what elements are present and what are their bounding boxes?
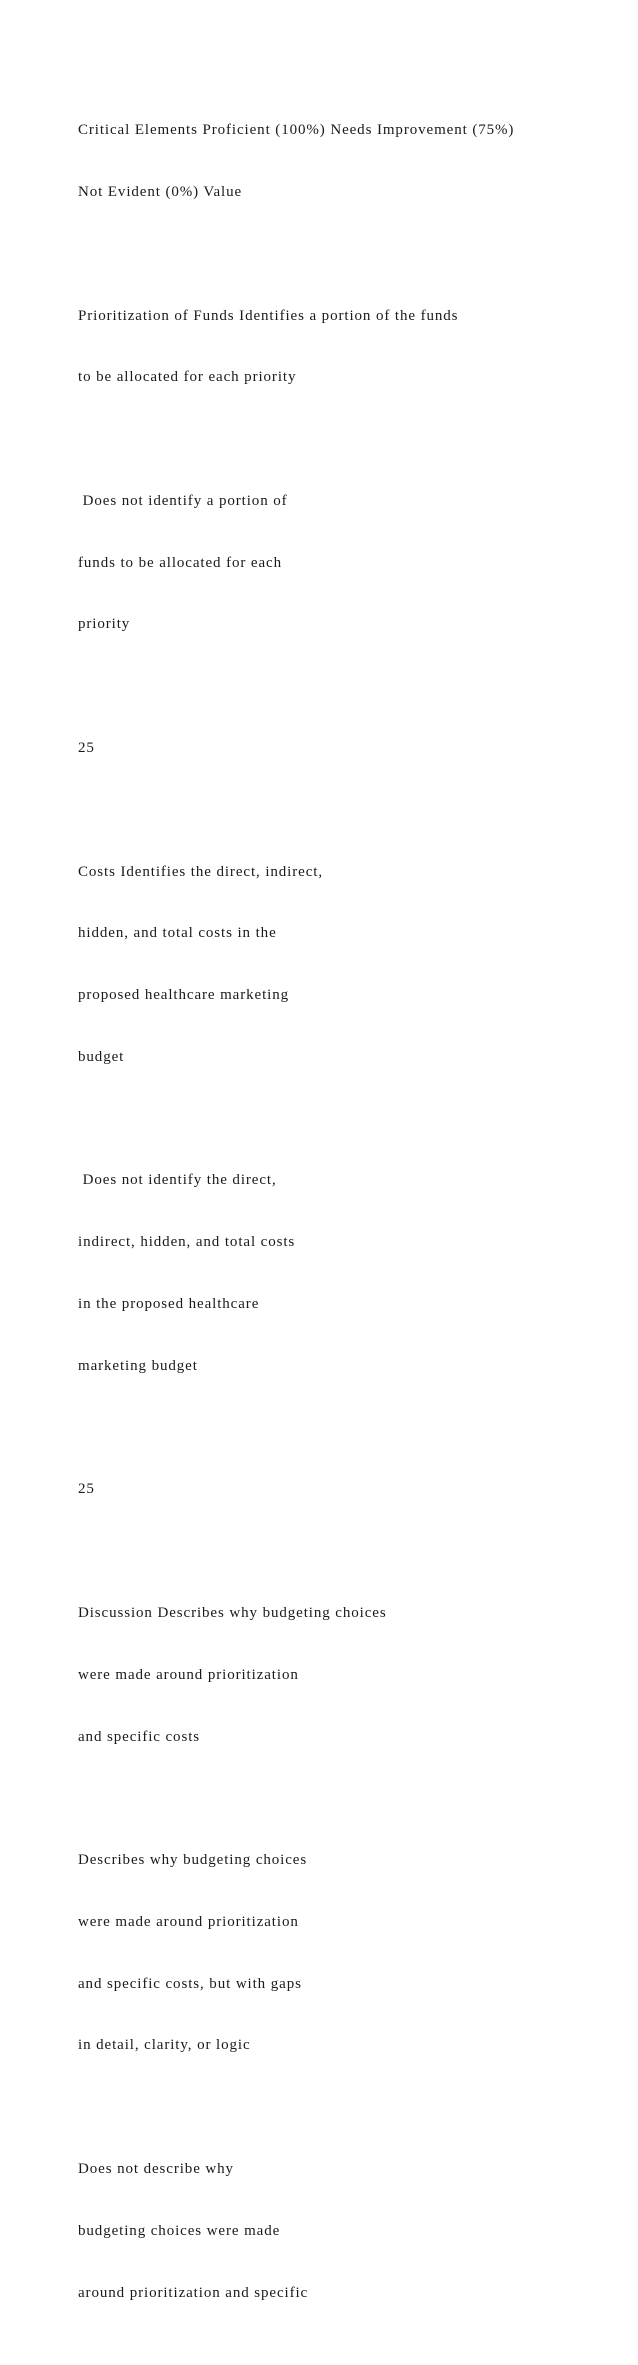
costs-proficient-paragraph [78, 820, 618, 1108]
prioritization-value-paragraph [78, 697, 618, 800]
text-line: Not Evident (0%) Value [78, 183, 243, 200]
text-line: around prioritization and specific [78, 2284, 309, 2301]
text-line: in detail, clarity, or logic [78, 2037, 251, 2054]
text-line: funds to be allocated for each [78, 554, 283, 571]
text-line: were made around prioritization [78, 1666, 299, 1683]
text-line: and specific costs, but with gaps [78, 1975, 302, 1992]
text-line: budget [78, 1048, 125, 1065]
header-paragraph [78, 79, 618, 244]
text-line: were made around prioritization [78, 1913, 299, 1930]
prioritization-not-evident-paragraph [78, 450, 618, 677]
costs-value-paragraph [78, 1438, 618, 1541]
text-line: and specific costs [78, 1728, 200, 1745]
text-line: budgeting choices were made [78, 2222, 281, 2239]
text-line: Prioritization of Funds Identifies a portion of the funds [78, 307, 459, 324]
text-line: proposed healthcare marketing [78, 987, 290, 1004]
prioritization-proficient-paragraph [78, 264, 618, 429]
text-line: Does not identify the direct, [78, 1172, 277, 1189]
text-line: Does not identify a portion of [78, 492, 288, 509]
text-line: Critical Elements Proficient (100%) Needs Improvement (75%) [78, 122, 515, 139]
costs-not-evident-paragraph [78, 1129, 618, 1417]
text-line: Describes why budgeting choices [78, 1852, 308, 1869]
text-line: to be allocated for each priority [78, 369, 297, 386]
text-line: Discussion Describes why budgeting choices [78, 1604, 387, 1621]
discussion-not-evident-paragraph [78, 2118, 618, 2345]
text-line: Costs Identifies the direct, indirect, [78, 863, 323, 880]
text-line: 25 [78, 1481, 95, 1498]
text-line: Does not describe why [78, 2160, 234, 2177]
text-line: indirect, hidden, and total costs [78, 1234, 296, 1251]
text-line: hidden, and total costs in the [78, 925, 277, 942]
discussion-proficient-paragraph [78, 1562, 618, 1789]
text-line: in the proposed healthcare [78, 1296, 260, 1313]
document-body [78, 79, 618, 2365]
text-line: priority [78, 616, 131, 633]
text-line: marketing budget [78, 1357, 198, 1374]
text-line: 25 [78, 740, 95, 756]
discussion-needs-improvement-paragraph [78, 1809, 618, 2097]
